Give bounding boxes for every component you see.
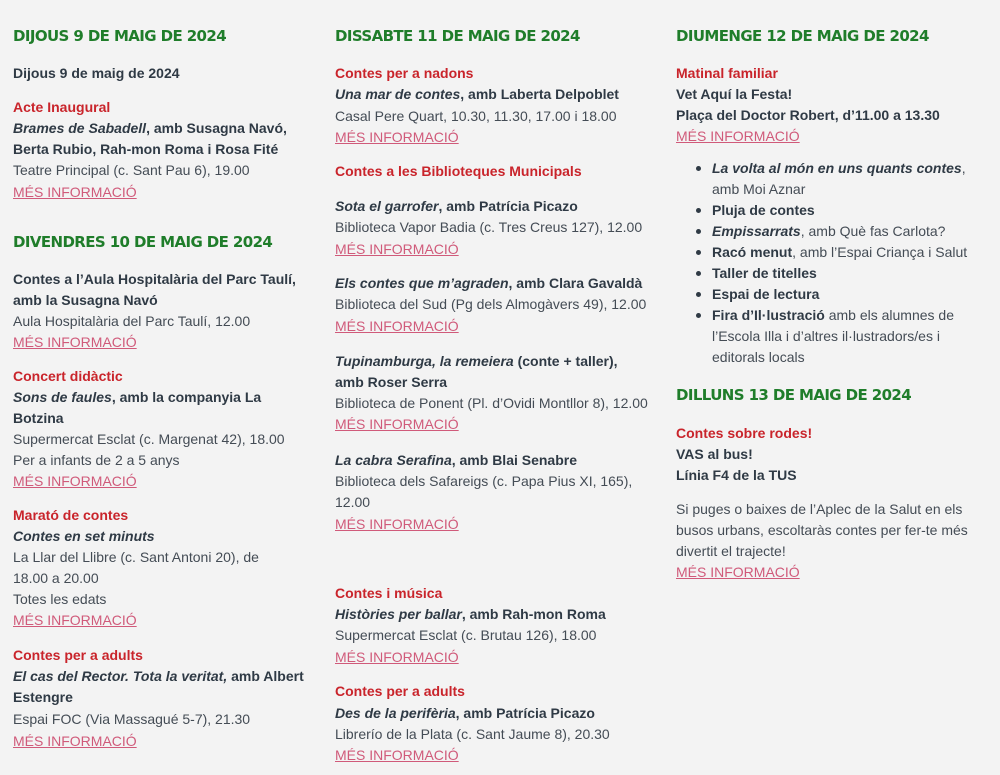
event-description: Si puges o baixes de l’Aplec de la Salut en els busos urbans, escoltaràs contes per fer-te més divertit el trajecte! (676, 501, 968, 559)
more-info-link[interactable]: MÉS INFORMACIÓ (676, 128, 800, 144)
event-place: Supermercat Esclat (c. Margenat 42), 18.00 (13, 431, 285, 447)
event-category: Contes per a adults (335, 683, 465, 699)
event-title: Vet Aquí la Festa! (676, 86, 793, 102)
more-info-link[interactable]: MÉS INFORMACIÓ (13, 733, 137, 749)
event-category: Contes i música (335, 585, 443, 601)
event-title-line2: Botzina (13, 410, 64, 426)
event-place: Casal Pere Quart, 10.30, 11.30, 17.00 i 18.00 (335, 108, 617, 124)
activities-list (696, 158, 981, 368)
more-info-link[interactable]: MÉS INFORMACIÓ (13, 184, 137, 200)
event-category: Contes per a adults (13, 647, 143, 663)
more-info-link[interactable]: MÉS INFORMACIÓ (13, 334, 137, 350)
list-item: Racó menut, amb l’Espai Criança i Salut (696, 242, 981, 263)
event-title: Des de la perifèria, amb Patrícia Picazo (335, 705, 595, 721)
more-info-link[interactable]: MÉS INFORMACIÓ (335, 516, 459, 532)
event-category: Acte Inaugural (13, 99, 111, 115)
event-title: El cas del Rector. Tota la veritat, amb Albert (13, 668, 304, 684)
event-category: Marató de contes (13, 507, 129, 523)
more-info-link[interactable]: MÉS INFORMACIÓ (335, 318, 459, 334)
day-heading: DILLUNS 13 DE MAIG DE 2024 (676, 386, 912, 404)
event-category: Contes per a nadons (335, 65, 474, 81)
list-item: La volta al món en uns quants contes, amb Moi Aznar (696, 158, 981, 200)
event-title: Sons de faules, amb la companyia La (13, 389, 262, 405)
event-title-line2: Berta Rubio, Rah-mon Roma i Rosa Fité (13, 141, 279, 157)
event-title: Una mar de contes, amb Laberta Delpoblet (335, 86, 619, 102)
event-title: Sota el garrofer, amb Patrícia Picazo (335, 198, 578, 214)
more-info-link[interactable]: MÉS INFORMACIÓ (335, 416, 459, 432)
day-heading: DISSABTE 11 DE MAIG DE 2024 (335, 27, 580, 45)
event-audience: Per a infants de 2 a 5 anys (13, 452, 180, 468)
more-info-link[interactable]: MÉS INFORMACIÓ (13, 612, 137, 628)
event-title: Contes a l’Aula Hospitalària del Parc Taulí, (13, 271, 296, 287)
event-title: Històries per ballar, amb Rah-mon Roma (335, 606, 606, 622)
more-info-link[interactable]: MÉS INFORMACIÓ (676, 564, 800, 580)
event-audience: Totes les edats (13, 591, 107, 607)
event-title: Contes en set minuts (13, 528, 155, 544)
event-title-line2: amb la Susagna Navó (13, 292, 158, 308)
more-info-link[interactable]: MÉS INFORMACIÓ (335, 241, 459, 257)
list-item: Taller de titelles (696, 263, 981, 284)
list-item: Fira d’Il·lustració amb els alumnes de l’Escola Illa i d’altres il·lustradors/es i editorals locals (696, 305, 981, 368)
event-place: Supermercat Esclat (c. Brutau 126), 18.00 (335, 627, 597, 643)
event-title: Brames de Sabadell, amb Susagna Navó, (13, 120, 287, 136)
event-place: Biblioteca de Ponent (Pl. d’Ovidi Montllor 8), 12.00 (335, 395, 648, 411)
event-title: VAS al bus! (676, 446, 753, 462)
more-info-link[interactable]: MÉS INFORMACIÓ (335, 129, 459, 145)
event-place: Librerío de la Plata (c. Sant Jaume 8), 20.30 (335, 726, 610, 742)
more-info-link[interactable]: MÉS INFORMACIÓ (335, 649, 459, 665)
event-title-line2: Estengre (13, 689, 73, 705)
event-time: 12.00 (335, 494, 371, 510)
event-category: Contes a les Biblioteques Municipals (335, 163, 582, 179)
list-item: Pluja de contes (696, 200, 981, 221)
event-title-line2: Plaça del Doctor Robert, d’11.00 a 13.30 (676, 107, 940, 123)
event-title-line2: amb Roser Serra (335, 374, 448, 390)
list-item: Espai de lectura (696, 284, 981, 305)
event-category: Contes sobre rodes! (676, 425, 813, 441)
more-info-link[interactable]: MÉS INFORMACIÓ (335, 747, 459, 763)
event-place: Biblioteca dels Safareigs (c. Papa Pius XI, 165), (335, 473, 633, 489)
day-heading: DIUMENGE 12 DE MAIG DE 2024 (676, 27, 929, 45)
event-title: Tupinamburga, la remeiera (conte + taller), (335, 353, 618, 369)
event-time: 18.00 a 20.00 (13, 570, 99, 586)
event-title-line2: Línia F4 de la TUS (676, 467, 797, 483)
event-place: Aula Hospitalària del Parc Taulí, 12.00 (13, 313, 251, 329)
event-place: Biblioteca del Sud (Pg dels Almogàvers 49), 12.00 (335, 296, 647, 312)
event-place: Espai FOC (Via Massagué 5-7), 21.30 (13, 711, 251, 727)
date-subheading: Dijous 9 de maig de 2024 (13, 65, 180, 81)
event-place: Biblioteca Vapor Badia (c. Tres Creus 127), 12.00 (335, 219, 643, 235)
list-item: Empissarrats, amb Què fas Carlota? (696, 221, 981, 242)
event-place: La Llar del Llibre (c. Sant Antoni 20), de (13, 549, 259, 565)
event-title: Els contes que m’agraden, amb Clara Gavaldà (335, 275, 643, 291)
event-place: Teatre Principal (c. Sant Pau 6), 19.00 (13, 162, 250, 178)
day-heading: DIJOUS 9 DE MAIG DE 2024 (13, 27, 227, 45)
event-category: Concert didàctic (13, 368, 123, 384)
event-category: Matinal familiar (676, 65, 778, 81)
more-info-link[interactable]: MÉS INFORMACIÓ (13, 473, 137, 489)
day-heading: DIVENDRES 10 DE MAIG DE 2024 (13, 233, 273, 251)
event-title: La cabra Serafina, amb Blai Senabre (335, 452, 578, 468)
